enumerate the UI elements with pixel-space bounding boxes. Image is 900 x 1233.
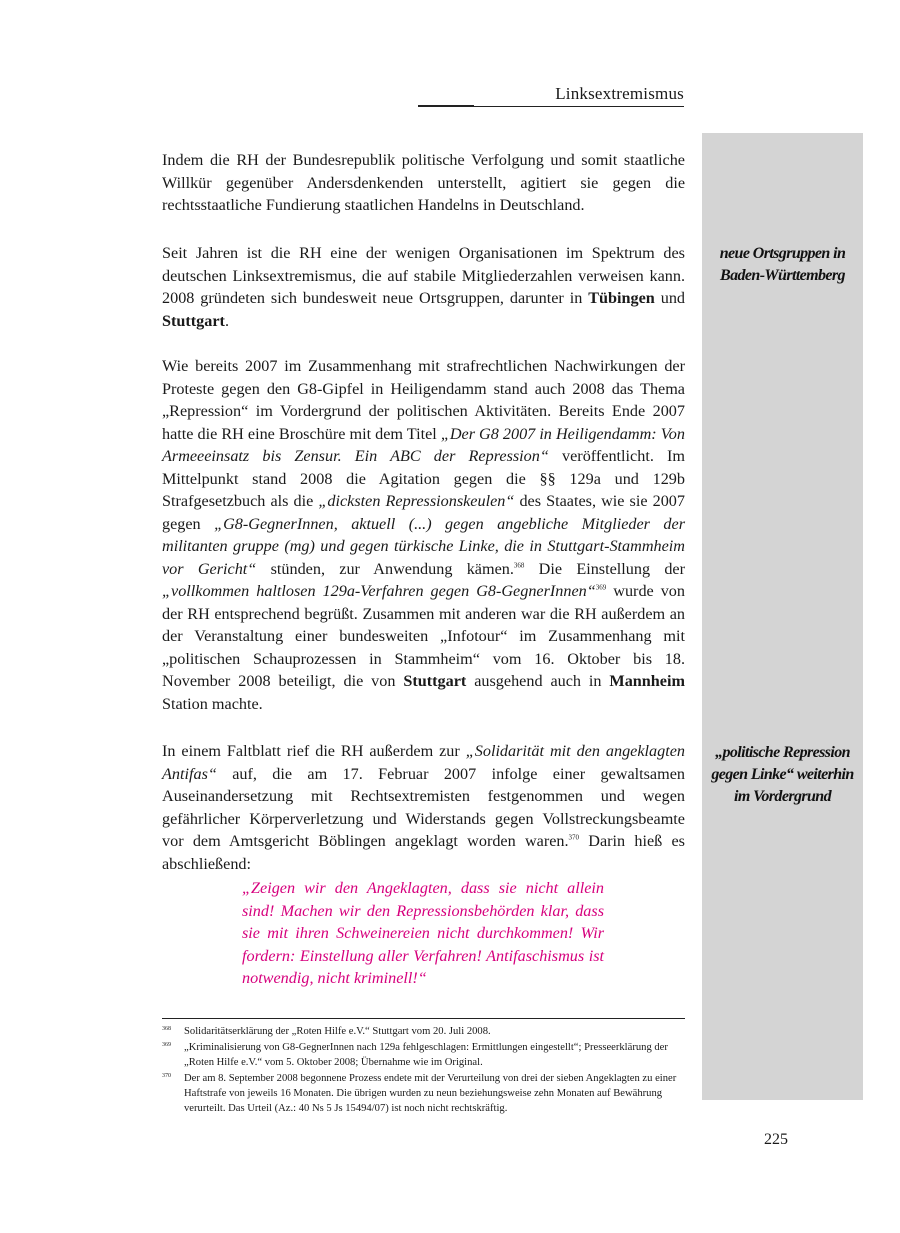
place-tuebingen: Tübingen (588, 289, 655, 307)
paragraph-3-text-6: wurde von der RH entsprechend begrüßt. Zusammen mit anderen war die RH außerdem an der Veranstaltung einer bundesweiten „Infotour“ im Zusammenhang mit „politischen Schauprozessen in Stammheim“ vom 16. Oktober bis 18. November 2008 beteiligt, die von (162, 582, 685, 690)
paragraph-4-text-3: Darin hieß es abschließend: (162, 832, 685, 873)
footnote-text: Solidaritätserklärung der „Roten Hilfe e.V.“ Stuttgart vom 20. Juli 2008. (184, 1026, 491, 1037)
paragraph-3-text-8: Station machte. (162, 694, 263, 713)
quote-g8-gegner: „G8-GegnerInnen, aktuell (...) gegen angebliche Mitglieder der militanten gruppe (mg) und gegen türkische Linke, die in Stuttgart-Stammheim vor Gericht“ (162, 514, 685, 578)
paragraph-3 (162, 355, 685, 715)
footnote-368 (162, 1024, 685, 1039)
paragraph-2-connector: und (654, 289, 686, 307)
paragraph-1: Indem die RH der Bundesrepublik politische Verfolgung und somit staatliche Willkür gegenüber Andersdenkenden unterstellt, agitiert sie gegen die rechtsstaatliche Fundierung staatlichen Handelns in Deutschland. (162, 151, 685, 214)
running-header: Linksextremismus (555, 84, 684, 103)
margin-note-ortsgruppen: neue Ortsgruppen in Baden-Württemberg (719, 245, 846, 284)
paragraph-4-text-1: In einem Faltblatt rief die RH außerdem zur (162, 742, 466, 760)
quote-repressionskeulen: „dicksten Repressionskeulen“ (318, 492, 515, 510)
quote-solidaritaet: „Solidarität mit den angeklagten Antifas“ (162, 742, 686, 783)
footnote-ref-369[interactable]: 369 (595, 583, 607, 592)
paragraph-2-end: . (224, 311, 229, 330)
footnote-number: 368 (162, 1026, 171, 1032)
footnotes (162, 1024, 685, 1117)
footnote-369 (162, 1040, 685, 1070)
paragraph-3-text-1: Wie bereits 2007 im Zusammenhang mit strafrechtlichen Nachwirkungen der Proteste gegen den G8-Gipfel in Heiligendamm stand auch 2008 das Thema „Repression“ im Vordergrund der politischen Aktivitäten. Bereits Ende 2007 hatte die RH eine Broschüre mit dem Titel (162, 357, 685, 443)
footnote-number: 369 (162, 1042, 171, 1048)
quote-129a-verfahren: „vollkommen haltlosen 129a-Verfahren gegen G8-GegnerInnen“ (162, 582, 596, 600)
paragraph-3-text-4: stünden, zur Anwendung kämen. (256, 559, 514, 578)
paragraph-3-text-5: Die Einstellung der (524, 559, 685, 578)
footnote-370 (162, 1071, 685, 1116)
paragraph-2-text: Seit Jahren ist die RH eine der wenigen Organisationen im Spektrum des deutschen Linksextremismus, die auf stabile Mitgliederzahlen verweisen kann. 2008 gründeten sich bundesweit neue Ortsgruppen, darunter in (162, 244, 685, 307)
header-rule-accent (418, 105, 474, 107)
footnote-text: „Kriminalisierung von G8-GegnerInnen nach 129a fehlgeschlagen: Ermittlungen eingestellt“; Presseerklärung der „Roten Hilfe e.V.“ vom 5. Oktober 2008; Übernahme wie im Original. (184, 1042, 668, 1068)
place-stuttgart-2: Stuttgart (403, 672, 467, 690)
footnote-rule (162, 1018, 685, 1019)
paragraph-4 (162, 740, 685, 875)
brochure-title: „Der G8 2007 in Heiligendamm: Von Armeeeinsatz bis Zensur. Ein ABC der Repression“ (162, 424, 685, 465)
place-mannheim: Mannheim (609, 672, 685, 690)
paragraph-2 (162, 242, 685, 332)
footnote-text: Der am 8. September 2008 begonnene Prozess endete mit der Verurteilung von drei der sieben Angeklagten zu einer Haftstrafe von jeweils 16 Monaten. Die übrigen wurden zu neun beziehungsweise zehn Monaten auf Bewährung verurteilt. Das Urteil (Az.: 40 Ns 5 Js 15494/07) ist noch nicht rechtskräftig. (184, 1073, 677, 1114)
footnote-ref-370[interactable]: 370 (568, 833, 580, 842)
footnote-number: 370 (162, 1073, 171, 1079)
place-stuttgart: Stuttgart (162, 311, 225, 330)
block-quote: „Zeigen wir den Angeklagten, dass sie nicht allein sind! Machen wir den Repressionsbehörden klar, dass sie mit ihren Schweinereien nicht durchkommen! Wir fordern: Einstellung aller Verfahren! Antifaschismus ist notwendig, nicht kriminell!“ (242, 879, 604, 987)
margin-note-repression: „politische Repression gegen Linke“ weiterhin im Vordergrund (711, 744, 854, 805)
paragraph-3-text-2: veröffentlicht. Im Mittelpunkt stand 2008 die Agitation gegen die §§ 129a und 129b Strafgesetzbuch als die (162, 447, 685, 510)
paragraph-4-text-2: auf, die am 17. Februar 2007 infolge einer gewaltsamen Auseinandersetzung mit Rechtsextremisten festgenommen und wegen gefährlicher Körperverletzung und Widerstands gegen Vollstreckungsbeamte vor dem Amtsgericht Böblingen angeklagt worden waren. (162, 764, 685, 850)
paragraph-3-text-7: ausgehend auch in (466, 672, 610, 690)
footnote-ref-368[interactable]: 368 (513, 561, 525, 570)
page-number: 225 (764, 1131, 788, 1148)
paragraph-3-text-3: des Staates, wie sie 2007 gegen (162, 492, 685, 533)
